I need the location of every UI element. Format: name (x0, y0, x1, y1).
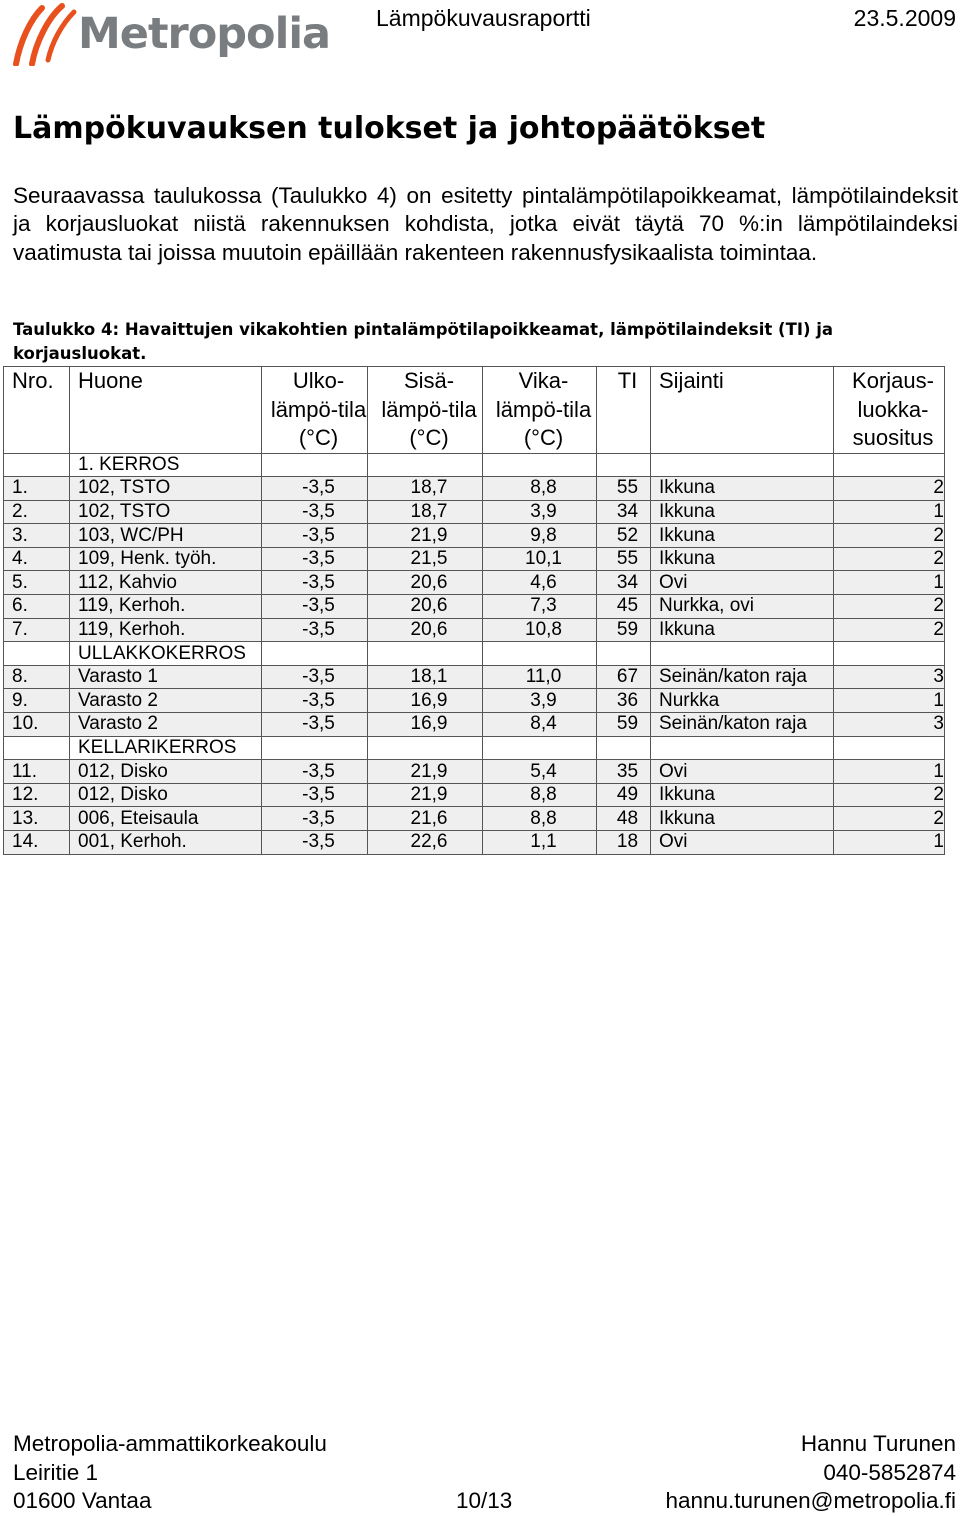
footer-address (13, 1430, 327, 1516)
cell-sijainti: Seinän/katon raja (651, 665, 834, 689)
cell-sisalampotila: 18,7 (368, 500, 483, 524)
cell-ulkolampotila: -3,5 (262, 713, 368, 737)
cell-vikalampotila: 9,8 (483, 524, 597, 548)
cell-korjausluokka: 2 (834, 547, 945, 571)
section-heading: Lämpökuvauksen tulokset ja johtopäätökset (13, 111, 766, 146)
empty-cell (651, 453, 834, 477)
cell-ti: 49 (597, 783, 651, 807)
cell-sisalampotila: 18,1 (368, 665, 483, 689)
cell-korjausluokka: 1 (834, 571, 945, 595)
cell-ti: 45 (597, 595, 651, 619)
cell-sijainti: Nurkka, ovi (651, 595, 834, 619)
col-header-nro: Nro. (4, 367, 70, 454)
col-header-huone: Huone (70, 367, 262, 454)
cell-nro: 5. (4, 571, 70, 595)
table-row (4, 571, 945, 595)
cell-sisalampotila: 21,5 (368, 547, 483, 571)
cell-sijainti: Ovi (651, 571, 834, 595)
empty-cell (368, 453, 483, 477)
cell-huone: 012, Disko (70, 760, 262, 784)
cell-ti: 55 (597, 477, 651, 501)
cell-sijainti: Ikkuna (651, 807, 834, 831)
cell-nro: 12. (4, 783, 70, 807)
cell-huone: 006, Eteisaula (70, 807, 262, 831)
empty-cell (262, 642, 368, 666)
empty-cell (834, 736, 945, 760)
cell-vikalampotila: 11,0 (483, 665, 597, 689)
empty-cell (834, 642, 945, 666)
cell-ulkolampotila: -3,5 (262, 760, 368, 784)
page-header (0, 0, 960, 70)
cell-sijainti: Ikkuna (651, 618, 834, 642)
cell-nro: 14. (4, 831, 70, 855)
cell-nro: 13. (4, 807, 70, 831)
cell-ti: 34 (597, 571, 651, 595)
cell-ti: 59 (597, 713, 651, 737)
cell-huone: 119, Kerhoh. (70, 595, 262, 619)
cell-ulkolampotila: -3,5 (262, 831, 368, 855)
cell-ulkolampotila: -3,5 (262, 500, 368, 524)
footer-organization: Metropolia-ammattikorkeakoulu (13, 1431, 327, 1456)
cell-sijainti: Ikkuna (651, 783, 834, 807)
table-header-row (4, 367, 945, 454)
cell-vikalampotila: 4,6 (483, 571, 597, 595)
cell-huone: Varasto 2 (70, 689, 262, 713)
cell-korjausluokka: 1 (834, 500, 945, 524)
cell-vikalampotila: 10,1 (483, 547, 597, 571)
cell-ulkolampotila: -3,5 (262, 618, 368, 642)
empty-cell (651, 642, 834, 666)
cell-vikalampotila: 1,1 (483, 831, 597, 855)
metropolia-logo (12, 2, 331, 66)
cell-korjausluokka: 2 (834, 595, 945, 619)
empty-cell (262, 736, 368, 760)
cell-sisalampotila: 16,9 (368, 689, 483, 713)
empty-cell (597, 453, 651, 477)
cell-vikalampotila: 3,9 (483, 689, 597, 713)
cell-korjausluokka: 2 (834, 477, 945, 501)
section-title: 1. KERROS (70, 453, 262, 477)
col-header-sijainti: Sijainti (651, 367, 834, 454)
empty-cell (597, 736, 651, 760)
cell-sijainti: Ikkuna (651, 477, 834, 501)
cell-sisalampotila: 18,7 (368, 477, 483, 501)
cell-ulkolampotila: -3,5 (262, 783, 368, 807)
defects-table (3, 366, 945, 855)
cell-vikalampotila: 7,3 (483, 595, 597, 619)
cell-sijainti: Ikkuna (651, 500, 834, 524)
col-header-korjausluokka: Korjaus-luokka-suositus (834, 367, 945, 454)
cell-ti: 55 (597, 547, 651, 571)
empty-cell (834, 453, 945, 477)
cell-nro: 11. (4, 760, 70, 784)
table-row (4, 618, 945, 642)
cell-korjausluokka: 3 (834, 713, 945, 737)
cell-huone: 112, Kahvio (70, 571, 262, 595)
table-row (4, 547, 945, 571)
cell-ulkolampotila: -3,5 (262, 524, 368, 548)
cell-korjausluokka: 2 (834, 783, 945, 807)
cell-korjausluokka: 3 (834, 665, 945, 689)
cell-sisalampotila: 20,6 (368, 595, 483, 619)
cell-huone: Varasto 1 (70, 665, 262, 689)
empty-cell (597, 642, 651, 666)
col-header-sisalampotila: Sisä-lämpö-tila (°C) (368, 367, 483, 454)
cell-nro: 3. (4, 524, 70, 548)
cell-sijainti: Ovi (651, 760, 834, 784)
table-row (4, 477, 945, 501)
empty-cell (483, 642, 597, 666)
cell-korjausluokka: 2 (834, 524, 945, 548)
table-row (4, 595, 945, 619)
cell-ti: 34 (597, 500, 651, 524)
cell-ti: 36 (597, 689, 651, 713)
empty-cell (262, 453, 368, 477)
cell-korjausluokka: 2 (834, 618, 945, 642)
table-row (4, 807, 945, 831)
cell-ti: 67 (597, 665, 651, 689)
cell-nro: 9. (4, 689, 70, 713)
cell-nro: 2. (4, 500, 70, 524)
cell-korjausluokka: 1 (834, 760, 945, 784)
empty-cell (4, 453, 70, 477)
section-title: KELLARIKERROS (70, 736, 262, 760)
footer-contact (665, 1430, 956, 1516)
cell-korjausluokka: 1 (834, 831, 945, 855)
table-row (4, 760, 945, 784)
cell-sisalampotila: 20,6 (368, 571, 483, 595)
empty-cell (4, 736, 70, 760)
cell-vikalampotila: 5,4 (483, 760, 597, 784)
cell-huone: 012, Disko (70, 783, 262, 807)
cell-sisalampotila: 21,9 (368, 760, 483, 784)
cell-sisalampotila: 20,6 (368, 618, 483, 642)
table-row (4, 665, 945, 689)
cell-korjausluokka: 2 (834, 807, 945, 831)
table-section-row (4, 453, 945, 477)
cell-ulkolampotila: -3,5 (262, 571, 368, 595)
empty-cell (368, 642, 483, 666)
cell-vikalampotila: 8,8 (483, 783, 597, 807)
empty-cell (368, 736, 483, 760)
col-header-ulkolampotila: Ulko-lämpö-tila (°C) (262, 367, 368, 454)
cell-huone: 119, Kerhoh. (70, 618, 262, 642)
empty-cell (651, 736, 834, 760)
cell-vikalampotila: 8,8 (483, 807, 597, 831)
cell-nro: 8. (4, 665, 70, 689)
cell-ulkolampotila: -3,5 (262, 807, 368, 831)
cell-nro: 10. (4, 713, 70, 737)
cell-ti: 18 (597, 831, 651, 855)
empty-cell (4, 642, 70, 666)
footer-phone: 040-5852874 (823, 1459, 956, 1485)
cell-vikalampotila: 10,8 (483, 618, 597, 642)
cell-sisalampotila: 21,9 (368, 783, 483, 807)
intro-paragraph: Seuraavassa taulukossa (Taulukko 4) on esitetty pintalämpötilapoikkeamat, lämpötilaindeksit ja korjausluokat niistä rakennuksen kohdista, jotka eivät täytä 70 %:in lämpötilaindeksi vaatimusta tai joissa muutoin epäillään rakenteen rakennusfysikaalista toimintaa. (13, 183, 958, 265)
page-number: 10/13 (456, 1488, 513, 1513)
cell-ulkolampotila: -3,5 (262, 689, 368, 713)
cell-vikalampotila: 8,8 (483, 477, 597, 501)
cell-sijainti: Ikkuna (651, 524, 834, 548)
table-row (4, 783, 945, 807)
col-header-vikalampotila: Vika-lämpö-tila (°C) (483, 367, 597, 454)
table-caption: Taulukko 4: Havaittujen vikakohtien pintalämpötilapoikkeamat, lämpötilaindeksit (TI) ja korjausluokat. (13, 320, 834, 363)
cell-vikalampotila: 3,9 (483, 500, 597, 524)
cell-huone: 109, Henk. työh. (70, 547, 262, 571)
footer-author: Hannu Turunen (800, 1431, 956, 1456)
footer-email: hannu.turunen@metropolia.fi (665, 1488, 956, 1513)
cell-sisalampotila: 21,9 (368, 524, 483, 548)
cell-vikalampotila: 8,4 (483, 713, 597, 737)
cell-ulkolampotila: -3,5 (262, 595, 368, 619)
cell-ti: 59 (597, 618, 651, 642)
cell-huone: Varasto 2 (70, 713, 262, 737)
cell-sijainti: Ovi (651, 831, 834, 855)
cell-huone: 102, TSTO (70, 477, 262, 501)
empty-cell (483, 453, 597, 477)
empty-cell (483, 736, 597, 760)
section-title: ULLAKKOKERROS (70, 642, 262, 666)
logo-wordmark: Metropolia (78, 9, 331, 59)
cell-ulkolampotila: -3,5 (262, 547, 368, 571)
table-body (4, 453, 945, 854)
table-row (4, 713, 945, 737)
cell-ulkolampotila: -3,5 (262, 477, 368, 501)
logo-mark-icon (12, 2, 82, 66)
table-row (4, 831, 945, 855)
cell-sisalampotila: 22,6 (368, 831, 483, 855)
document-title: Lämpökuvausraportti (376, 5, 591, 31)
table-row (4, 689, 945, 713)
cell-huone: 102, TSTO (70, 500, 262, 524)
cell-ti: 52 (597, 524, 651, 548)
footer-city: 01600 Vantaa (13, 1488, 152, 1513)
document-date: 23.5.2009 (853, 5, 956, 31)
cell-sisalampotila: 21,6 (368, 807, 483, 831)
footer-street: Leiritie 1 (13, 1459, 99, 1485)
table-section-row (4, 642, 945, 666)
table-row (4, 524, 945, 548)
cell-nro: 4. (4, 547, 70, 571)
cell-huone: 103, WC/PH (70, 524, 262, 548)
table-row (4, 500, 945, 524)
cell-sijainti: Seinän/katon raja (651, 713, 834, 737)
cell-korjausluokka: 1 (834, 689, 945, 713)
cell-sijainti: Nurkka (651, 689, 834, 713)
cell-sijainti: Ikkuna (651, 547, 834, 571)
cell-huone: 001, Kerhoh. (70, 831, 262, 855)
cell-ulkolampotila: -3,5 (262, 665, 368, 689)
cell-ti: 35 (597, 760, 651, 784)
cell-nro: 7. (4, 618, 70, 642)
cell-sisalampotila: 16,9 (368, 713, 483, 737)
cell-ti: 48 (597, 807, 651, 831)
table-section-row (4, 736, 945, 760)
cell-nro: 1. (4, 477, 70, 501)
cell-nro: 6. (4, 595, 70, 619)
col-header-ti: TI (597, 367, 651, 454)
